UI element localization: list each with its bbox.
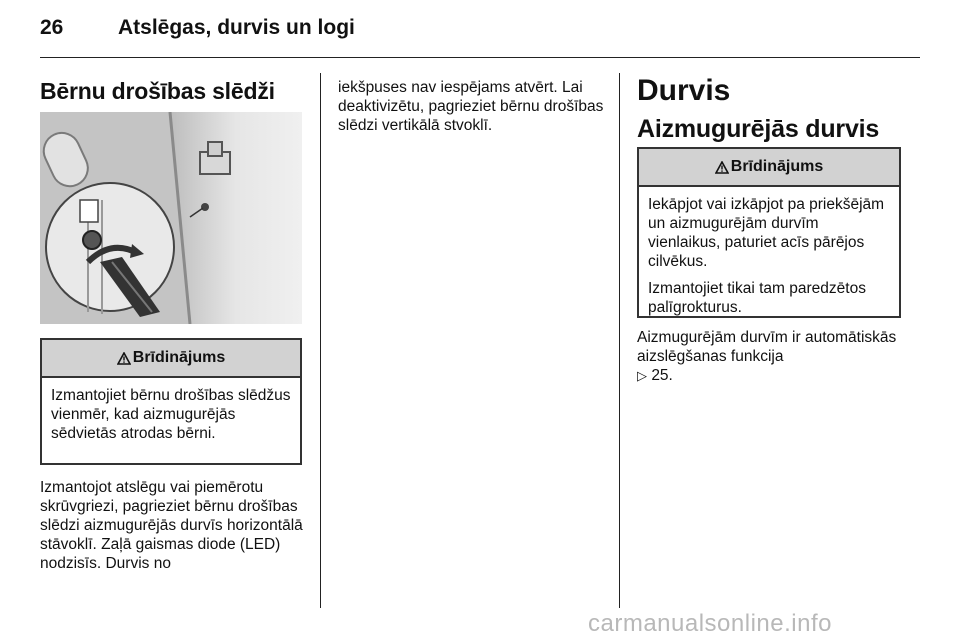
child-lock-illustration [40,112,302,324]
section-heading-child-locks: Bērnu drošības slēdži [40,78,275,104]
page-reference: 25. [651,367,673,384]
child-lock-instructions-continued: iekšpuses nav iespējams atvērt. Lai deaktivizētu, pagrieziet bērnu drošības slēdzi vertikālā stvoklī. [338,79,604,134]
rear-door-autolock-text [637,328,907,385]
child-lock-instructions: Izmantojot atslēgu vai piemērotu skrūvgriezi, pagrieziet bērnu drošības slēdzi aizmugurējās durvīs horizontālā stāvoklī. Zaļā gaismas diode (LED) nodzisīs. Durvis no [40,479,303,572]
warning-box-child-locks [40,338,302,465]
page-number: 26 [40,16,64,39]
column-divider [619,73,620,608]
page-reference-arrow-icon: ▷ [637,368,647,383]
warning-triangle-icon [715,161,729,174]
rear-door-autolock-paragraph: Aizmugurējām durvīm ir automātiskās aizslēgšanas funkcija [637,329,897,365]
warning-text: Izmantojiet bērnu drošības slēdžus vienmēr, kad aizmugurējās sēdvietās atrodas bērni. [51,387,291,442]
warning-text-1: Iekāpjot vai izkāpjot pa priekšējām un aizmugurējām durvīm vienlaikus, paturiet acīs pārējos cilvēkus. [648,196,885,270]
warning-header [639,149,899,187]
header-rule [40,57,920,58]
column-divider [320,73,321,608]
subheading-rear-doors: Aizmugurējās durvis [637,115,880,143]
warning-text-2: Izmantojiet tikai tam paredzētos palīgrokturus. [648,280,866,316]
warning-title: Brīdinājums [132,349,226,366]
warning-triangle-icon [117,352,131,365]
warning-title: Brīdinājums [730,158,824,175]
running-title: Atslēgas, durvis un logi [118,16,355,39]
section-heading-doors: Durvis [637,74,731,107]
child-lock-illustration-svg [40,112,302,324]
warning-box-rear-doors [637,147,901,318]
warning-header [42,340,300,378]
watermark: carmanualsonline.info [588,610,832,637]
